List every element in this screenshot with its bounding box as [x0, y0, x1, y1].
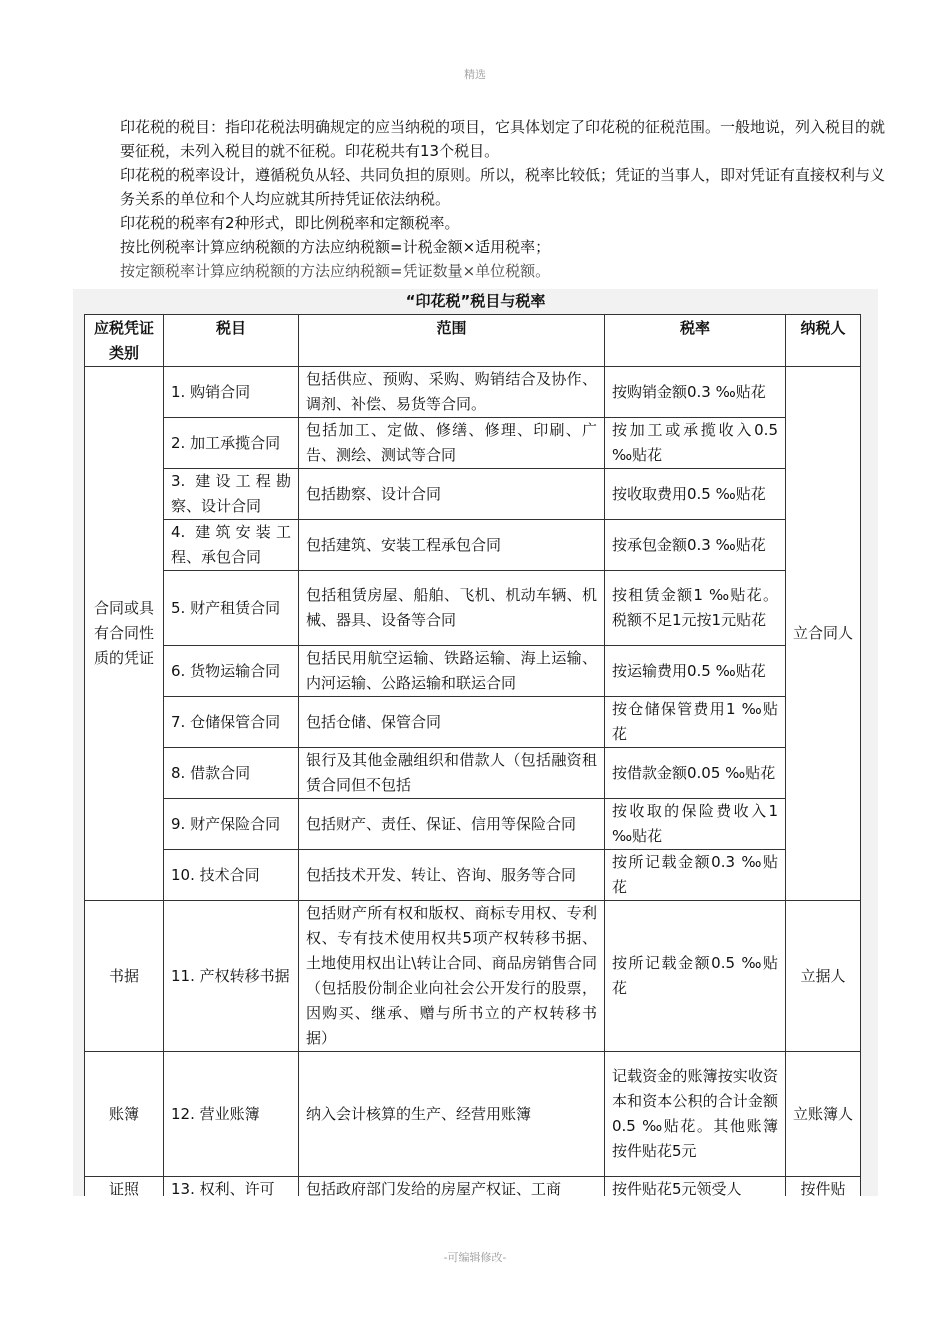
intro-text	[120, 115, 890, 283]
page-header-watermark: 精选	[464, 68, 486, 81]
category-cell: 合同或具有合同性质的凭证	[85, 367, 164, 901]
header-payer: 纳税人	[786, 315, 861, 367]
table-row	[85, 1177, 861, 1197]
rate-cell: 按借款金额0.05 ‰贴花	[605, 748, 786, 799]
table-row	[85, 901, 861, 1052]
scope-cell: 包括民用航空运输、铁路运输、海上运输、内河运输、公路运输和联运合同	[299, 646, 605, 697]
page-footer-watermark: -可编辑修改-	[443, 1251, 507, 1264]
item-cell: 11. 产权转移书据	[164, 901, 299, 1052]
item-cell: 7. 仓储保管合同	[164, 697, 299, 748]
item-cell: 9. 财产保险合同	[164, 799, 299, 850]
tax-rate-table	[84, 314, 861, 1196]
rate-cell: 按租赁金额1 ‰贴花。税额不足1元按1元贴花	[605, 571, 786, 646]
payer-cell: 立账簿人	[786, 1052, 861, 1177]
rate-cell: 按所记载金额0.5 ‰贴花	[605, 901, 786, 1052]
table-title: “印花税”税目与税率	[405, 292, 546, 310]
table-row	[85, 748, 861, 799]
category-cell: 书据	[85, 901, 164, 1052]
category-cell: 证照	[85, 1177, 164, 1197]
item-cell: 10. 技术合同	[164, 850, 299, 901]
payer-cell: 立据人	[786, 901, 861, 1052]
payer-cell: 按件贴	[786, 1177, 861, 1197]
rate-cell: 按运输费用0.5 ‰贴花	[605, 646, 786, 697]
table-row	[85, 799, 861, 850]
payer-cell: 立合同人	[786, 367, 861, 901]
header-category: 应税凭证类别	[85, 315, 164, 367]
scope-cell: 包括财产所有权和版权、商标专用权、专利权、专有技术使用权共5项产权转移书据、土地使用权出让\转让合同、商品房销售合同（包括股份制企业向社会公开发行的股票，因购买、继承、赠与所书立的产权转移书据）	[299, 901, 605, 1052]
item-cell: 8. 借款合同	[164, 748, 299, 799]
table-row	[85, 520, 861, 571]
scope-cell: 包括勘察、设计合同	[299, 469, 605, 520]
scope-cell: 包括租赁房屋、船舶、飞机、机动车辆、机械、器具、设备等合同	[299, 571, 605, 646]
table-row	[85, 571, 861, 646]
table-row	[85, 418, 861, 469]
scope-cell: 包括供应、预购、采购、购销结合及协作、调剂、补偿、易货等合同。	[299, 367, 605, 418]
item-cell: 1. 购销合同	[164, 367, 299, 418]
table-row	[85, 1052, 861, 1177]
item-cell: 13. 权利、许可	[164, 1177, 299, 1197]
header-item: 税目	[164, 315, 299, 367]
tax-table-section	[73, 289, 878, 1196]
scope-cell: 包括建筑、安装工程承包合同	[299, 520, 605, 571]
item-cell: 4. 建筑安装工程、承包合同	[164, 520, 299, 571]
scope-cell: 包括仓储、保管合同	[299, 697, 605, 748]
header-rate: 税率	[605, 315, 786, 367]
scope-cell: 包括加工、定做、修缮、修理、印刷、广告、测绘、测试等合同	[299, 418, 605, 469]
intro-paragraph-3: 印花税的税率有2种形式，即比例税率和定额税率。	[120, 214, 460, 232]
intro-paragraph-4: 按比例税率计算应纳税额的方法应纳税额=计税金额×适用税率；	[120, 238, 551, 256]
scope-cell: 包括技术开发、转让、咨询、服务等合同	[299, 850, 605, 901]
scope-cell: 包括政府部门发给的房屋产权证、工商	[299, 1177, 605, 1197]
table-row	[85, 469, 861, 520]
rate-cell: 记载资金的账簿按实收资本和资本公积的合计金额0.5 ‰贴花。其他账簿按件贴花5元	[605, 1052, 786, 1177]
item-cell: 12. 营业账簿	[164, 1052, 299, 1177]
table-row	[85, 646, 861, 697]
scope-cell: 纳入会计核算的生产、经营用账簿	[299, 1052, 605, 1177]
scope-cell: 包括财产、责任、保证、信用等保险合同	[299, 799, 605, 850]
intro-paragraph-5: 按定额税率计算应纳税额的方法应纳税额=凭证数量×单位税额。	[120, 262, 551, 280]
table-header-row	[85, 315, 861, 367]
rate-cell: 按收取的保险费收入1 ‰贴花	[605, 799, 786, 850]
rate-cell: 按承包金额0.3 ‰贴花	[605, 520, 786, 571]
item-cell: 2. 加工承揽合同	[164, 418, 299, 469]
rate-cell: 按仓储保管费用1 ‰贴花	[605, 697, 786, 748]
rate-cell: 按收取费用0.5 ‰贴花	[605, 469, 786, 520]
table-row	[85, 367, 861, 418]
item-cell: 6. 货物运输合同	[164, 646, 299, 697]
intro-paragraph-2: 印花税的税率设计，遵循税负从轻、共同负担的原则。所以，税率比较低；凭证的当事人，即对凭证有直接权利与义务关系的单位和个人均应就其所持凭证依法纳税。	[120, 166, 886, 208]
table-row	[85, 850, 861, 901]
scope-cell: 银行及其他金融组织和借款人（包括融资租赁合同但不包括	[299, 748, 605, 799]
rate-cell: 按加工或承揽收入0.5 ‰贴花	[605, 418, 786, 469]
rate-cell: 按件贴花5元领受人	[605, 1177, 786, 1197]
item-cell: 3. 建设工程勘察、设计合同	[164, 469, 299, 520]
rate-cell: 按购销金额0.3 ‰贴花	[605, 367, 786, 418]
intro-paragraph-1: 印花税的税目：指印花税法明确规定的应当纳税的项目，它具体划定了印花税的征税范围。一般地说，列入税目的就要征税，未列入税目的就不征税。印花税共有13个税目。	[120, 118, 886, 160]
header-scope: 范围	[299, 315, 605, 367]
category-cell: 账簿	[85, 1052, 164, 1177]
item-cell: 5. 财产租赁合同	[164, 571, 299, 646]
rate-cell: 按所记载金额0.3 ‰贴花	[605, 850, 786, 901]
table-row	[85, 697, 861, 748]
